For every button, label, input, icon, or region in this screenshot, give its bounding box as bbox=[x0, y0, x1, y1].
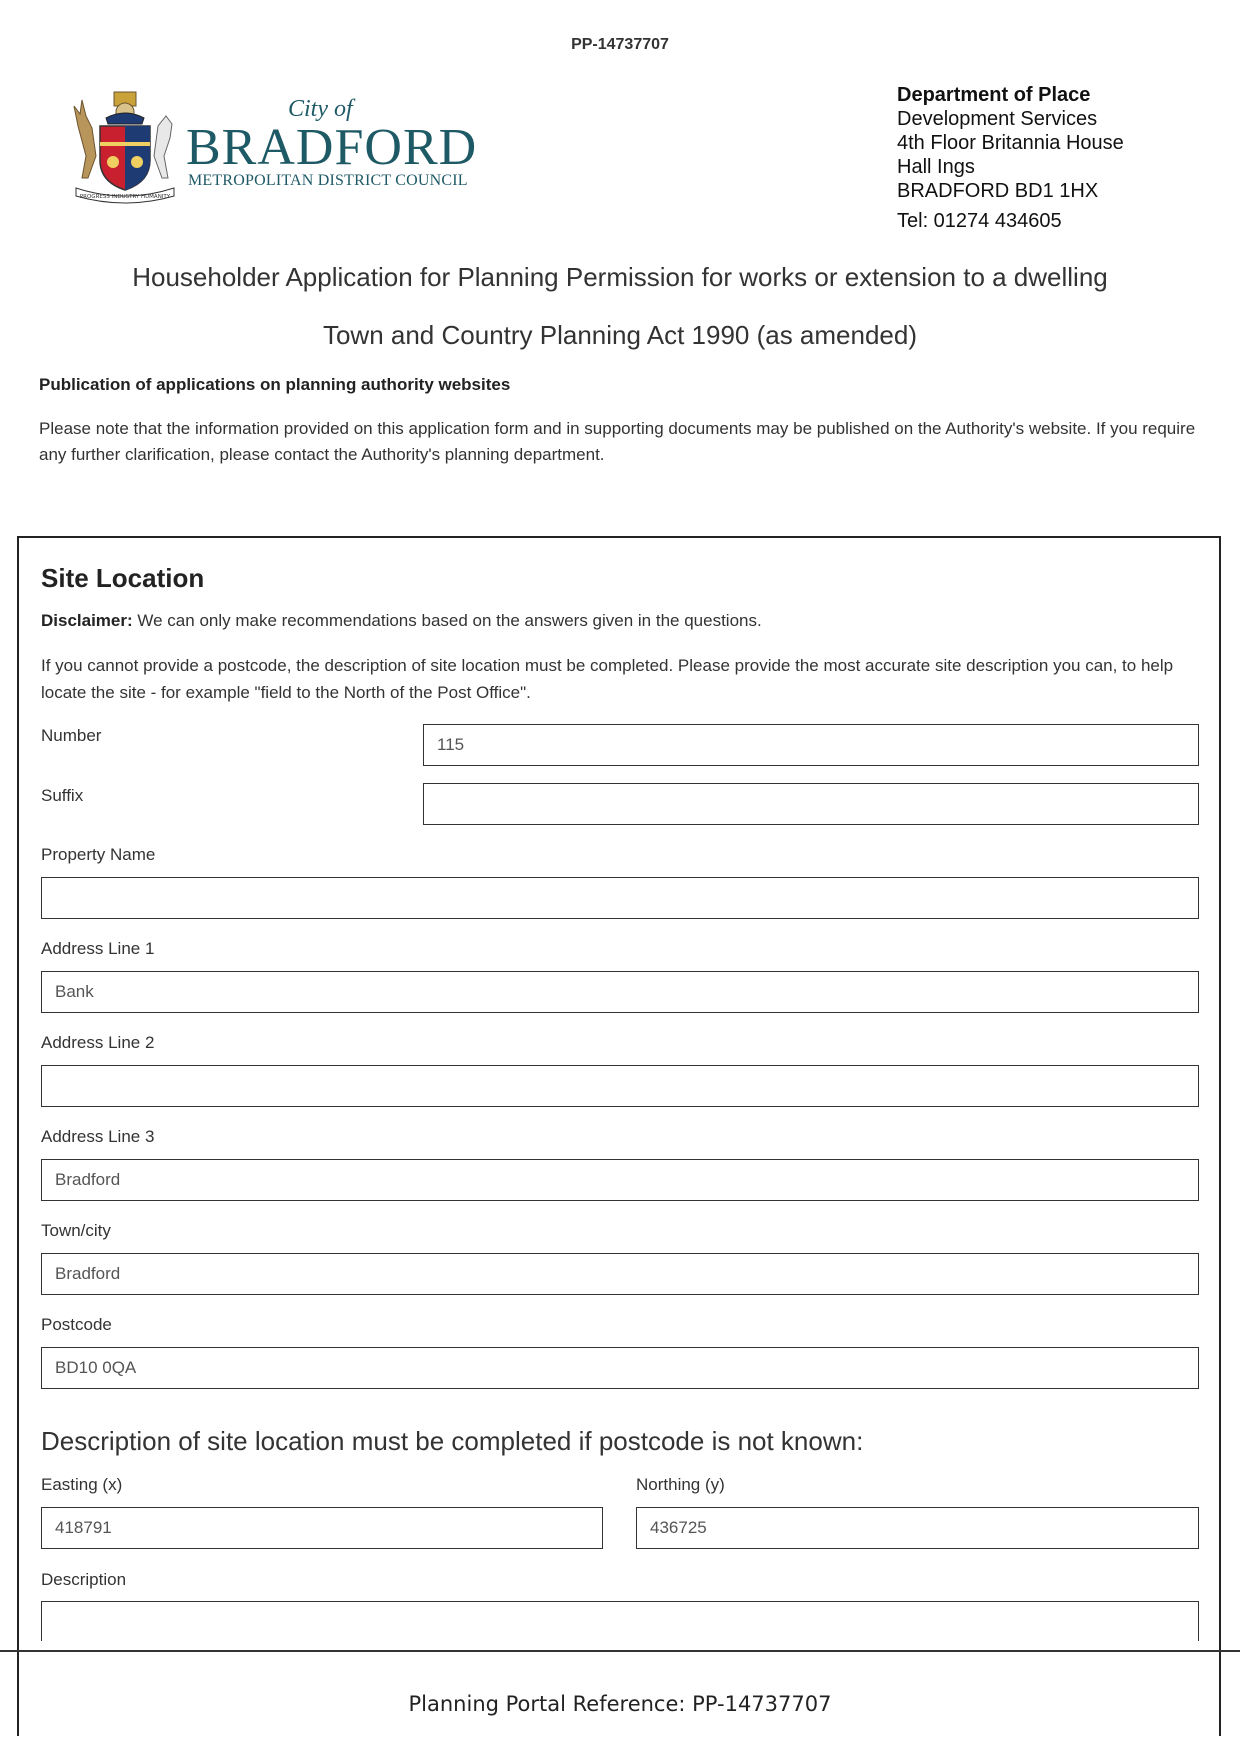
suffix-label: Suffix bbox=[41, 786, 84, 805]
section-title: Site Location bbox=[41, 563, 205, 593]
footer-divider bbox=[0, 1650, 1240, 1652]
site-location-panel bbox=[17, 536, 1221, 1736]
department-address bbox=[897, 83, 1124, 233]
address-line: 4th Floor Britannia House bbox=[897, 132, 1124, 154]
postcode-field[interactable]: BD10 0QA bbox=[41, 1347, 1199, 1389]
address-line-1-field[interactable]: Bank bbox=[41, 971, 1199, 1013]
town-city-field[interactable]: Bradford bbox=[41, 1253, 1199, 1295]
document-title: Householder Application for Planning Permission for works or extension to a dwelling bbox=[132, 262, 1108, 292]
suffix-field[interactable] bbox=[423, 783, 1199, 825]
northing-label: Northing (y) bbox=[636, 1475, 725, 1494]
postcode-label: Postcode bbox=[41, 1315, 112, 1334]
publication-heading: Publication of applications on planning authority websites bbox=[39, 375, 511, 394]
address-line: Hall Ings bbox=[897, 156, 975, 178]
disclaimer-label: Disclaimer: bbox=[41, 611, 133, 630]
address-line: BRADFORD BD1 1HX bbox=[897, 180, 1099, 202]
footer-reference: Planning Portal Reference: PP-14737707 bbox=[408, 1692, 832, 1716]
town-city-label: Town/city bbox=[41, 1221, 111, 1240]
description-label: Description bbox=[41, 1570, 127, 1589]
logo-city-name: BRADFORD bbox=[186, 119, 478, 176]
easting-field[interactable]: 418791 bbox=[41, 1507, 603, 1549]
coat-of-arms-icon bbox=[70, 86, 180, 204]
address-line-3-field[interactable]: Bradford bbox=[41, 1159, 1199, 1201]
disclaimer bbox=[41, 611, 762, 631]
bradford-council-logo bbox=[70, 86, 480, 204]
disclaimer-text: We can only make recommendations based on the answers given in the questions. bbox=[132, 611, 762, 630]
publication-text: Please note that the information provided on this application form and in supporting documents may be published on the Authority's website. If you require any further clarification, please contact the Authority's planning department. bbox=[39, 419, 1196, 464]
document-subtitle: Town and Country Planning Act 1990 (as amended) bbox=[322, 320, 918, 350]
help-text: If you cannot provide a postcode, the description of site location must be completed. Please provide the most accurate site description you can, to help locate the site - for example "field to the North of the Post Office". bbox=[41, 656, 1174, 702]
logo-council-name: METROPOLITAN DISTRICT COUNCIL bbox=[188, 172, 468, 189]
page-reference: PP-14737707 bbox=[571, 36, 669, 53]
number-field[interactable]: 115 bbox=[423, 724, 1199, 766]
description-heading: Description of site location must be completed if postcode is not known: bbox=[41, 1426, 864, 1456]
address-line-2-field[interactable] bbox=[41, 1065, 1199, 1107]
description-field[interactable] bbox=[41, 1601, 1199, 1641]
telephone: Tel: 01274 434605 bbox=[897, 210, 1062, 232]
motto-text: PROGRESS INDUSTRY HUMANITY bbox=[79, 194, 171, 200]
address-line-3-label: Address Line 3 bbox=[41, 1127, 155, 1146]
property-name-label: Property Name bbox=[41, 845, 156, 864]
number-label: Number bbox=[41, 726, 102, 745]
address-line: Development Services bbox=[897, 108, 1098, 130]
address-line-1-label: Address Line 1 bbox=[41, 939, 155, 958]
address-line-2-label: Address Line 2 bbox=[41, 1033, 155, 1052]
property-name-field[interactable] bbox=[41, 877, 1199, 919]
northing-field[interactable]: 436725 bbox=[636, 1507, 1199, 1549]
easting-label: Easting (x) bbox=[41, 1475, 123, 1494]
department-name: Department of Place bbox=[897, 84, 1091, 106]
logo-city-of: City of bbox=[288, 96, 353, 122]
